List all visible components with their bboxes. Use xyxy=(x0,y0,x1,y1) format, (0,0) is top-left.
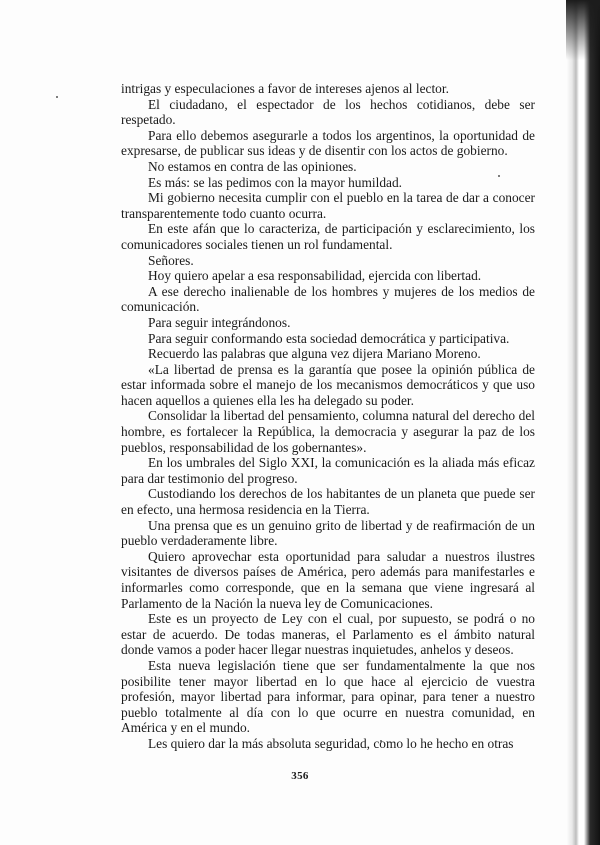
paragraph: Para ello debemos asegurarle a todos los argentinos, la oportunidad de expresarse, de publicar sus ideas y de disentir con los actos de gobierno. xyxy=(121,127,535,159)
paragraph: Para seguir conformando esta sociedad democrática y participativa. xyxy=(148,330,510,346)
paragraph: Para seguir integrándonos. xyxy=(148,314,291,330)
paragraph: Hoy quiero apelar a esa responsabilidad, ejercida con libertad. xyxy=(148,268,482,284)
scan-edge-shadow xyxy=(566,0,600,845)
paragraph: El ciudadano, el espectador de los hechos cotidianos, debe ser respetado. xyxy=(121,96,535,128)
paragraph: A ese derecho inalienable de los hombres y mujeres de los medios de comunicación. xyxy=(121,283,535,315)
paragraph: En este afán que lo caracteriza, de participación y esclarecimiento, los comunicadores sociales tienen un rol fundamental. xyxy=(121,221,535,252)
page-number: 356 xyxy=(291,770,309,782)
paragraph: Este es un proyecto de Ley con el cual, por supuesto, se podrá o no estar de acuerdo. De todas maneras, el Parlamento es el ámbito natural donde vamos a poder hacer llegar nuestras inquietudes, anhelos y deseos. xyxy=(121,611,535,658)
paragraph: Les quiero dar la más absoluta seguridad, como lo he hecho en otras xyxy=(148,735,514,751)
paragraph: Señores. xyxy=(148,252,194,268)
paragraph: Esta nueva legislación tiene que ser fundamentalmente la que nos posibilite tener mayor libertad en lo que hace al ejercicio de vuestra profesión, mayor libertad para informar, para opinar, para tener a nuestro pueblo totalmente al día con lo que ocurre en nuestra comunidad, en América y en el mundo. xyxy=(121,657,535,736)
paragraph: Custodiando los derechos de los habitantes de un planeta que puede ser en efecto, una hermosa residencia en la Tierra. xyxy=(121,486,535,518)
paragraph: Consolidar la libertad del pensamiento, columna natural del derecho del hombre, es fortalecer la República, la democracia y asegurar la paz de los pueblos, responsabilidad de los gobernantes». xyxy=(121,408,535,455)
paragraph: «La libertad de prensa es la garantía que posee la opinión pública de estar informada sobre el manejo de los mecanismos democráticos y que uso hacen aquellos a quienes ella les ha delegado su poder. xyxy=(121,361,535,408)
scan-edge-corner xyxy=(566,0,600,60)
scan-speck xyxy=(56,96,58,98)
paragraph: intrigas y especulaciones a favor de intereses ajenos al lector. xyxy=(121,81,449,96)
paragraph: En los umbrales del Siglo XXI, la comunicación es la aliada más eficaz para dar testimonio del progreso. xyxy=(121,455,535,486)
paragraph: Mi gobierno necesita cumplir con el pueblo en la tarea de dar a conocer transparentemente todo cuanto ocurra. xyxy=(121,190,535,221)
paragraph: Recuerdo las palabras que alguna vez dijera Mariano Moreno. xyxy=(148,346,481,362)
paragraph: Quiero aprovechar esta oportunidad para saludar a nuestros ilustres visitantes de diversos países de América, pero además para manifestarles e informarles como corresponde, que en la semana que viene ingresará al Parlamento de la Nación la nueva ley de Comunicaciones. xyxy=(121,548,535,611)
paragraph: Una prensa que es un genuino grito de libertad y de reafirmación de un pueblo verdaderamente libre. xyxy=(121,517,535,549)
body-text xyxy=(121,81,535,752)
paragraph: No estamos en contra de las opiniones. xyxy=(148,158,357,174)
paragraph: Es más: se las pedimos con la mayor humildad. xyxy=(148,174,403,190)
